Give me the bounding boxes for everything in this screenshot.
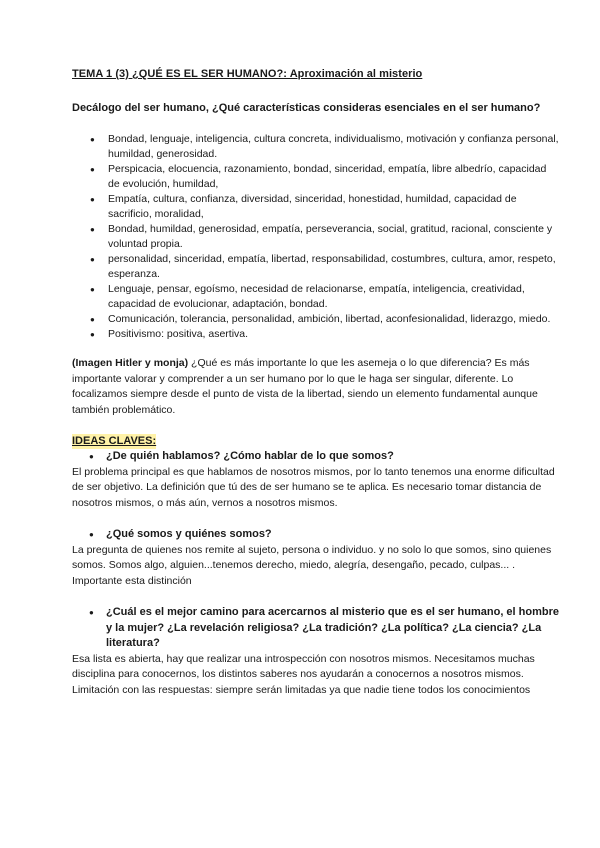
document-title: TEMA 1 (3) ¿QUÉ ES EL SER HUMANO?: Aproximación al misterio [72, 68, 423, 80]
hitler-text: ¿Qué es más importante lo que les asemeja o lo que diferencia? Es más importante valorar y comprender a un ser humano por lo que le haga ser singular, diferente. Lo focalizamos siempre desde el punto de vista de la libertad, siendo un elemento fundamental aunque también problemático. [72, 357, 538, 416]
bullet-icon: ● [89, 452, 94, 461]
ideas-heading: IDEAS CLAVES: [72, 435, 157, 447]
section-paragraph: La pregunta de quienes nos remite al sujeto, persona o individuo. y no solo lo que somos, sino quienes somos. Somos algo, alguien...tenemos derecho, miedo, alegría, desengaño, pecado, culpas... . Importante esta distinción [72, 543, 552, 587]
section-paragraph: Limitación con las respuestas: siempre serán limitadas ya que nadie tiene todos los conocimientos [72, 683, 531, 696]
bullet-icon: ● [89, 608, 94, 617]
list-item: ● Comunicación, tolerancia, personalidad, ambición, libertad, aconfesionalidad, liderazgo, miedo. [108, 312, 560, 327]
list-item: ● Lenguaje, pensar, egoísmo, necesidad de relacionarse, empatía, inteligencia, creatividad, capacidad de evolucionar, adaptación, bondad. [108, 282, 560, 312]
decalogue-question: Decálogo del ser humano, ¿Qué características consideras esenciales en el ser humano? [72, 102, 541, 114]
section-paragraph: Esa lista es abierta, hay que realizar una introspección con nosotros mismos. Necesitamos muchas disciplina para conocernos, los distintos saberes nos ayudarán a conocernos a nosotros mismos. [72, 652, 535, 680]
hitler-label: (Imagen Hitler y monja) [72, 357, 189, 369]
list-item: ● Bondad, humildad, generosidad, empatía, perseverancia, social, gratitud, racional, consciente y voluntad propia. [108, 222, 560, 252]
bullet-icon: ● [89, 530, 94, 539]
section-paragraph: El problema principal es que hablamos de nosotros mismos, por lo tanto tenemos una enorme dificultad de ser objetivo. La definición que tú des de ser humano se te aplica. Es necesario tomar distancia de nosotros mismos, o más aún, vernos a nosotros mismos. [72, 465, 555, 509]
traits-list [72, 132, 560, 342]
list-item: ● Bondad, lenguaje, inteligencia, cultura concreta, individualismo, motivación y confianza personal, humildad, generosidad. [108, 132, 560, 162]
list-item: ● Perspicacia, elocuencia, razonamiento, bondad, sinceridad, empatía, libre albedrío, capacidad de evolución, humildad, [108, 162, 560, 192]
list-item: ● Empatía, cultura, confianza, diversidad, sinceridad, honestidad, humildad, capacidad de sacrificio, moralidad, [108, 192, 560, 222]
list-item: ● personalidad, sinceridad, empatía, libertad, responsabilidad, costumbres, cultura, amor, respeto, esperanza. [108, 252, 560, 282]
section-question: ● ¿De quién hablamos? ¿Cómo hablar de lo que somos? [72, 449, 560, 465]
section-question: ● ¿Cuál es el mejor camino para acercarnos al misterio que es el ser humano, el hombre y la mujer? ¿La revelación religiosa? ¿La tradición? ¿La política? ¿La ciencia? ¿La literatura? [89, 606, 560, 649]
hitler-paragraph [72, 356, 560, 418]
section-question: ● ¿Qué somos y quiénes somos? [72, 527, 560, 543]
list-item: ● Positivismo: positiva, asertiva. [108, 327, 560, 342]
